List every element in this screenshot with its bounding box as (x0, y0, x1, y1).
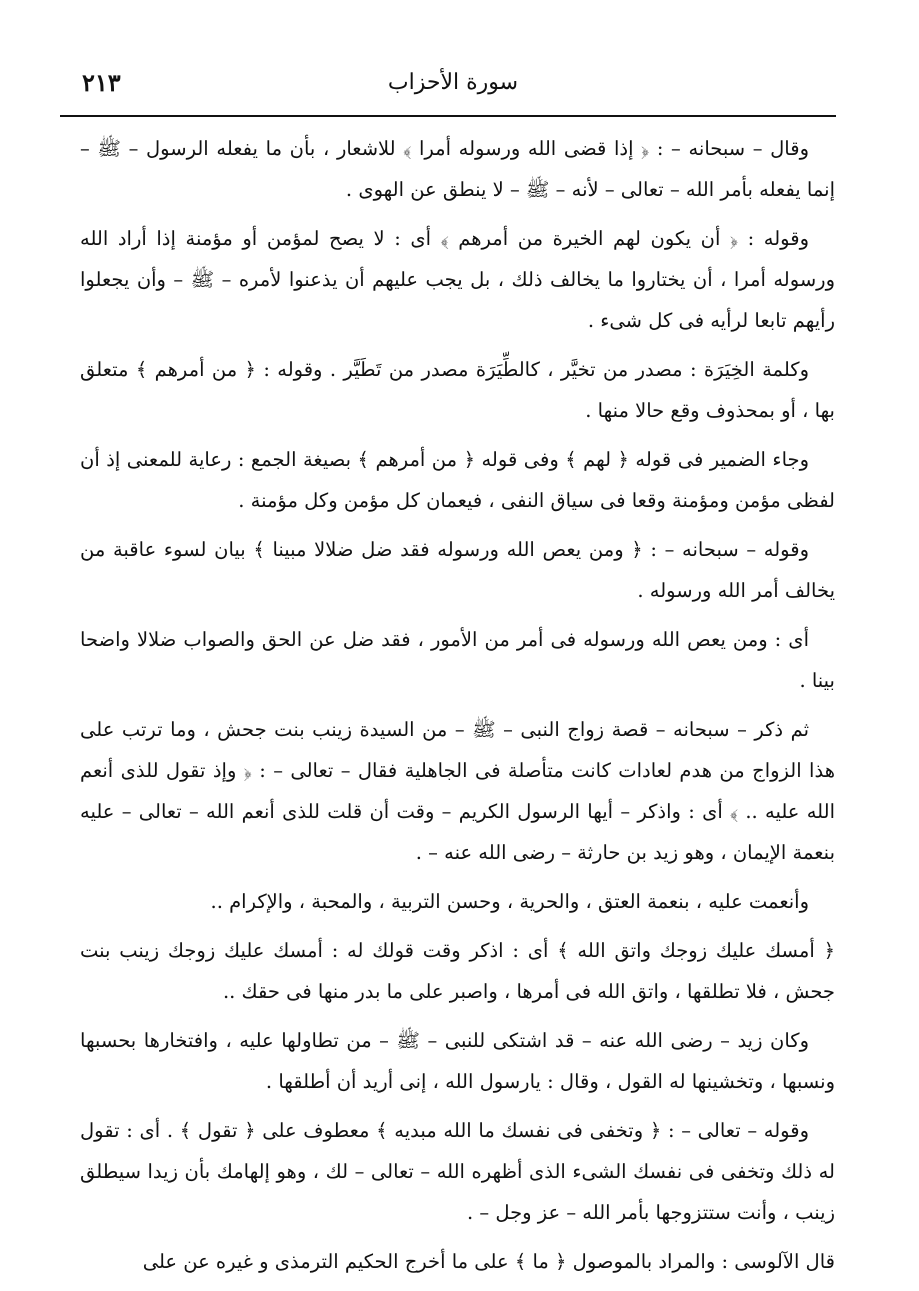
paragraph: أى : ومن يعص الله ورسوله فى أمر من الأمور ، فقد ضل عن الحق والصواب ضلالا واضحا بينا . (80, 628, 835, 692)
paragraph: ثم ذكر – سبحانه – قصة زواج النبى – ﷺ – من السيدة زينب بنت جحش ، وما ترتب على هذا الزواج من هدم لعادات كانت متأصلة فى الجاهلية فقال – تعالى – : ﴿ وإذ تقول للذى أنعم الله عليه .. ﴾ أى : واذكر – أيها الرسول الكريم – وقت أن قلت للذى أنعم الله – تعالى – عليه بنعمة الإيمان ، وهو زيد بن حارثة – رضى الله عنه – . (80, 718, 835, 864)
page-number: ٢١٣ (82, 68, 121, 97)
paragraph: وكلمة الخِيَرَة : مصدر من تخيَّر ، كالطِّيَرَة مصدر من تَطَيَّر . وقوله : ﴿ من أمرهم ﴾ متعلق بها ، أو بمحذوف وقع حالا منها . (80, 358, 835, 422)
page-title: سورة الأحزاب (387, 70, 519, 95)
page-body (80, 128, 835, 1290)
page-header (72, 62, 834, 106)
paragraph: وقوله : ﴿ أن يكون لهم الخيرة من أمرهم ﴾ أى : لا يصح لمؤمن أو مؤمنة إذا أراد الله ورسوله أمرا ، أن يختاروا ما يخالف ذلك ، بل يجب عليهم أن يذعنوا لأمره – ﷺ – وأن يجعلوا رأيهم تابعا لرأيه فى كل شىء . (80, 227, 835, 332)
paragraph: وكان زيد – رضى الله عنه – قد اشتكى للنبى – ﷺ – من تطاولها عليه ، وافتخارها بحسبها ونسبها ، وتخشينها له القول ، وقال : يارسول الله ، إنى أريد أن أطلقها . (80, 1029, 835, 1093)
paragraph: وقوله – سبحانه – : ﴿ ومن يعص الله ورسوله فقد ضل ضلالا مبينا ﴾ بيان لسوء عاقبة من يخالف أمر الله ورسوله . (80, 538, 835, 602)
header-rule (60, 115, 836, 117)
paragraph: قال الآلوسى : والمراد بالموصول ﴿ ما ﴾ على ما أخرج الحكيم الترمذى و غيره عن على (142, 1250, 835, 1273)
paragraph: وجاء الضمير فى قوله ﴿ لهم ﴾ وفى قوله ﴿ من أمرهم ﴾ بصيغة الجمع : رعاية للمعنى إذ أن لفظى مؤمن ومؤمنة وقعا فى سياق النفى ، فيعمان كل مؤمن وكل مؤمنة . (80, 448, 835, 512)
paragraph: ﴿ أمسك عليك زوجك واتق الله ﴾ أى : اذكر وقت قولك له : أمسك عليك زوجك زينب بنت جحش ، فلا تطلقها ، واتق الله فى أمرها ، واصبر على ما بدر منها فى حقك .. (80, 939, 835, 1003)
paragraph: وأنعمت عليه ، بنعمة العتق ، والحرية ، وحسن التربية ، والمحبة ، والإكرام .. (210, 890, 809, 913)
paragraph: وقال – سبحانه – : ﴿ إذا قضى الله ورسوله أمرا ﴾ للاشعار ، بأن ما يفعله الرسول – ﷺ – إنما يفعله بأمر الله – تعالى – لأنه – ﷺ – لا ينطق عن الهوى . (80, 137, 835, 201)
paragraph: وقوله – تعالى – : ﴿ وتخفى فى نفسك ما الله مبديه ﴾ معطوف على ﴿ تقول ﴾ . أى : تقول له ذلك وتخفى فى نفسك الشىء الذى أظهره الله – تعالى – لك ، وهو إلهامك بأن زيدا سيطلق زينب ، وأنت ستتزوجها بأمر الله – عز وجل – . (80, 1119, 835, 1224)
